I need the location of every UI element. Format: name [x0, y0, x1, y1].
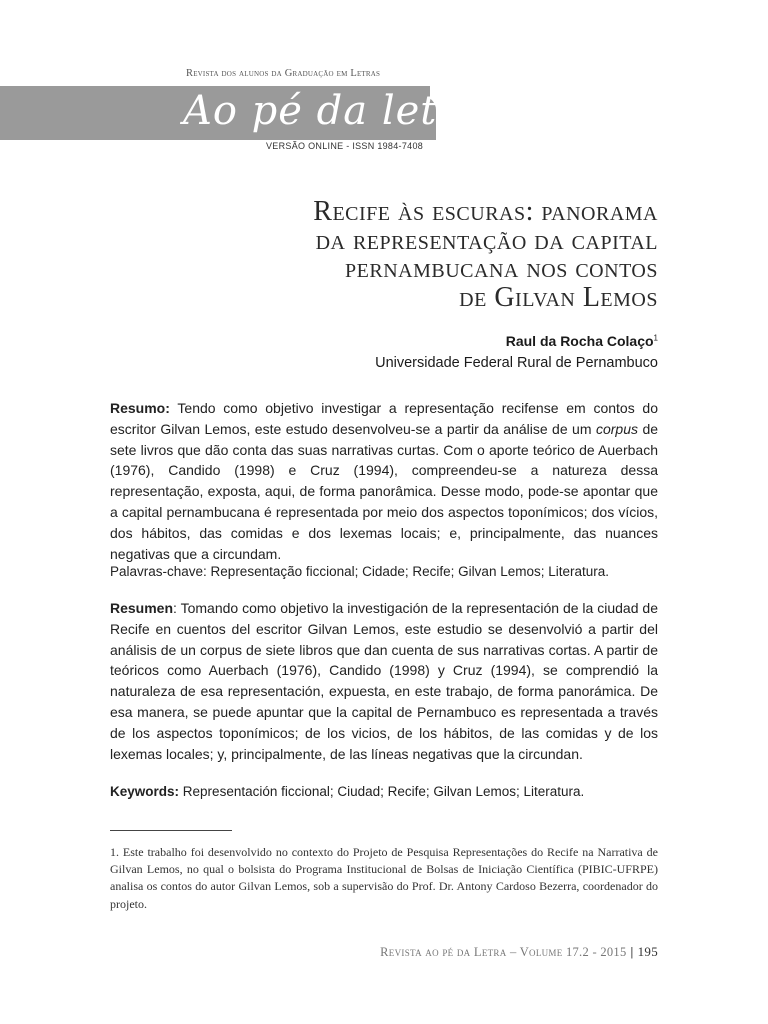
journal-logo-title: Ao pé da letra: [183, 88, 483, 134]
author-footnote-mark[interactable]: 1: [653, 333, 658, 343]
abstract-label: Resumo:: [110, 400, 170, 416]
article-title: [198, 198, 658, 312]
running-head: Revista ao pé da Letra – Volume 17.2 - 2015: [380, 945, 627, 959]
resumen-text: : Tomando como objetivo la investigación de la representación de la ciudad de Recife en cuentos del escritor Gilvan Lemos, este estudio se desenvolvió a partir del análisis de un corpus de siete libros que dan cuenta de sus narrativas cortas. A partir de teóricos como Auerbach (1976), Candido (1998) y Cruz (1994), se comprendió la naturaleza de esa representación, expuesta, en este trabajo, de forma panorámica. De esa manera, se puede apuntar que la capital de Pernambuco es representada a través de los aspectos toponímicos; de los vicios, de los hábitos, de las comidas y de los lexemas locales; y, principalmente, de las líneas negativas que la circundan.: [110, 600, 658, 762]
footnote: 1. Este trabalho foi desenvolvido no contexto do Projeto de Pesquisa Representações do Recife na Narrativa de Gilvan Lemos, no qual o bolsista do Programa Institucional de Bolsas de Iniciação Científica (PIBIC-UFRPE) analisa os contos do autor Gilvan Lemos, sob a supervisão do Prof. Dr. Antony Cardoso Bezerra, coordenador do projeto.: [110, 845, 658, 911]
abstract-text-part1: Tendo como objetivo investigar a representação recifense em contos do escritor Gilvan Lemos, este estudo desenvolveu-se a partir da análise de um: [110, 400, 659, 437]
footnote-divider: [110, 830, 232, 831]
page-number: 195: [637, 944, 658, 959]
keywords-text: : Representação ficcional; Cidade; Recife; Gilvan Lemos; Literatura.: [203, 564, 610, 579]
abstract-portuguese: [110, 398, 658, 564]
author-name: [506, 333, 658, 349]
keywords-portuguese: [110, 562, 658, 582]
footer-separator: |: [630, 945, 634, 959]
journal-issn: VERSÃO ONLINE - ISSN 1984-7408: [266, 141, 424, 151]
abstract-text-part2: de sete livros que dão conta das suas narrativas curtas. Com o aporte teórico de Auerbach (1976), Candido (1998) e Cruz (1994), compreendeu-se a natureza dessa representação, exposta, aqui, de forma panorâmica. Desse modo, pode-se apontar que a capital pernambucana é representada por meio dos aspectos toponímicos; dos vícios, dos hábitos, das comidas e dos lexemas locais; e, principalmente, das nuances negativas que a circundam.: [110, 420, 659, 562]
abstract-corpus-word: corpus: [595, 420, 638, 437]
keywords-spanish: [110, 782, 658, 802]
journal-line: Revista dos alunos da Graduação em Letras: [186, 68, 381, 79]
author-name-text: Raul da Rocha Colaço: [505, 333, 654, 349]
title-line: pernambucana nos contos: [345, 253, 658, 284]
title-line: da representação da capital: [315, 224, 658, 256]
title-line: Recife às escuras: panorama: [313, 196, 658, 227]
author-affiliation: Universidade Federal Rural de Pernambuco: [375, 355, 658, 371]
resumen-label: Resumen: [110, 600, 174, 616]
page-footer: [380, 944, 658, 960]
keywords-es-label: Keywords:: [110, 784, 180, 799]
keywords-label: Palavras-chave: [110, 564, 204, 579]
abstract-spanish: [110, 598, 658, 764]
title-line: de Gilvan Lemos: [459, 281, 658, 313]
keywords-es-text: Representación ficcional; Ciudad; Recife; Gilvan Lemos; Literatura.: [182, 784, 585, 799]
